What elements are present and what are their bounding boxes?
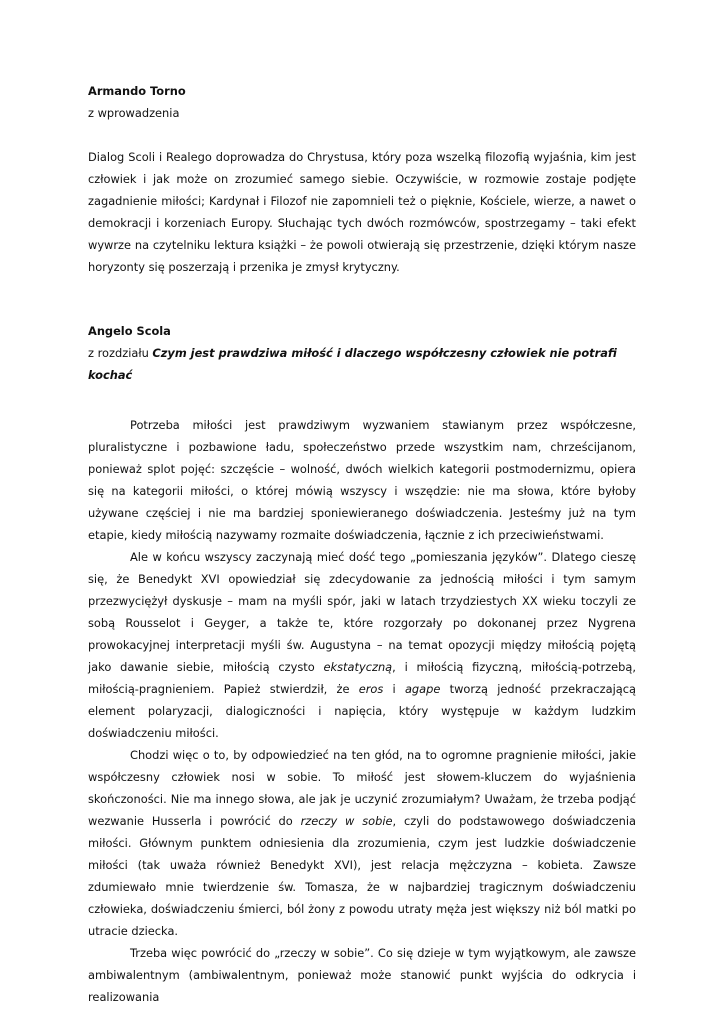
body-paragraph: Potrzeba miłości jest prawdziwym wyzwaniem stawianym przez współczesne, pluralistyczne i pozbawione ładu, społeczeństwo przede wszystkim nam, chrześcijanom, ponieważ splot pojęć: szczęście – wolność, dwóch wielkich kategorii postmodernizmu, opiera się na kategorii miłości, o której mówią wszyscy i wszędzie: nie ma słowa, które byłoby używane częściej i nie ma bardziej sponiewieranego doświadczenia. Jesteśmy już na tym etapie, kiedy miłością nazywamy rozmaite doświadczenia, łącznie z ich przeciwieństwami. xyxy=(88,418,636,542)
chapter-source xyxy=(88,342,636,386)
document-page xyxy=(88,80,636,1008)
body-paragraph: Trzeba więc powrócić do „rzeczy w sobie”. Co się dzieje w tym wyjątkowym, ale zawsze ambiwalentnym (ambiwalentnym, ponieważ może stanowić punkt wyjścia do odkrycia i realizowania xyxy=(88,946,636,1004)
italic-term: rzeczy w sobie xyxy=(300,814,393,828)
italic-term: agape xyxy=(404,682,441,696)
intro-paragraph: Dialog Scoli i Realego doprowadza do Chrystusa, który poza wszelką filozofią wyjaśnia, kim jest człowiek i jak może on zrozumieć samego siebie. Oczywiście, w rozmowie zostaje podjęte zagadnienie miłości; Kardynał i Filozof nie zapomnieli też o pięknie, Kościele, wierze, a nawet o demokracji i korzeniach Europy. Słuchając tych dwóch rozmówców, spostrzegamy – taki efekt wywrze na czytelniku lektura książki – że powoli otwierają się przestrzenie, dzięki którym nasze horyzonty się poszerzają i przenika je zmysł krytyczny. xyxy=(88,150,636,274)
italic-term: ekstatyczną xyxy=(323,660,393,674)
author-name: Angelo Scola xyxy=(88,324,171,338)
chapter-title: Czym jest prawdziwa miłość i dlaczego współczesny człowiek nie potrafi kochać xyxy=(88,346,617,382)
italic-term: eros xyxy=(358,682,384,696)
source-note: z wprowadzenia xyxy=(88,106,180,120)
author-name: Armando Torno xyxy=(88,84,186,98)
body-paragraph: Chodzi więc o to, by odpowiedzieć na ten głód, na to ogromne pragnienie miłości, jakie współczesny człowiek nosi w sobie. To miłość jest słowem-kluczem do wyjaśnienia skończoności. Nie ma innego słowa, ale jak je uczynić zrozumiałym? Uważam, że trzeba podjąć wezwanie Husserla i powrócić do rzeczy w sobie, czyli do podstawowego doświadczenia miłości. Głównym punktem odniesienia dla zrozumienia, czym jest ludzkie doświadczenie miłości (tak uważa również Benedykt XVI), jest relacja mężczyzna – kobieta. Zawsze zdumiewało mnie twierdzenie św. Tomasza, że w najbardziej tragicznym doświadczeniu człowieka, doświadczeniu śmierci, ból żony z powodu utraty męża jest większy niż ból matki po utracie dziecka. xyxy=(88,748,636,938)
chapter-source-prefix: z rozdziału xyxy=(88,346,149,360)
body-paragraph: Ale w końcu wszyscy zaczynają mieć dość tego „pomieszania języków”. Dlatego cieszę się, że Benedykt XVI opowiedział się zdecydowanie za jednością miłości i tym samym przezwyciężył dyskusje – mam na myśli spór, jaki w latach trzydziestych XX wieku toczyli ze sobą Rousselot i Geyger, a także te, które rozgorzały po dokonanej przez Nygrena prowokacyjnej interpretacji myśli św. Augustyna – na temat opozycji między miłością pojętą jako dawanie siebie, miłością czysto ekstatyczną, i miłością fizyczną, miłością-potrzebą, miłością-pragnieniem. Papież stwierdził, że eros i agape tworzą jedność przekraczającą element polaryzacji, dialogiczności i napięcia, który występuje w każdym ludzkim doświadczeniu miłości. xyxy=(88,550,636,740)
